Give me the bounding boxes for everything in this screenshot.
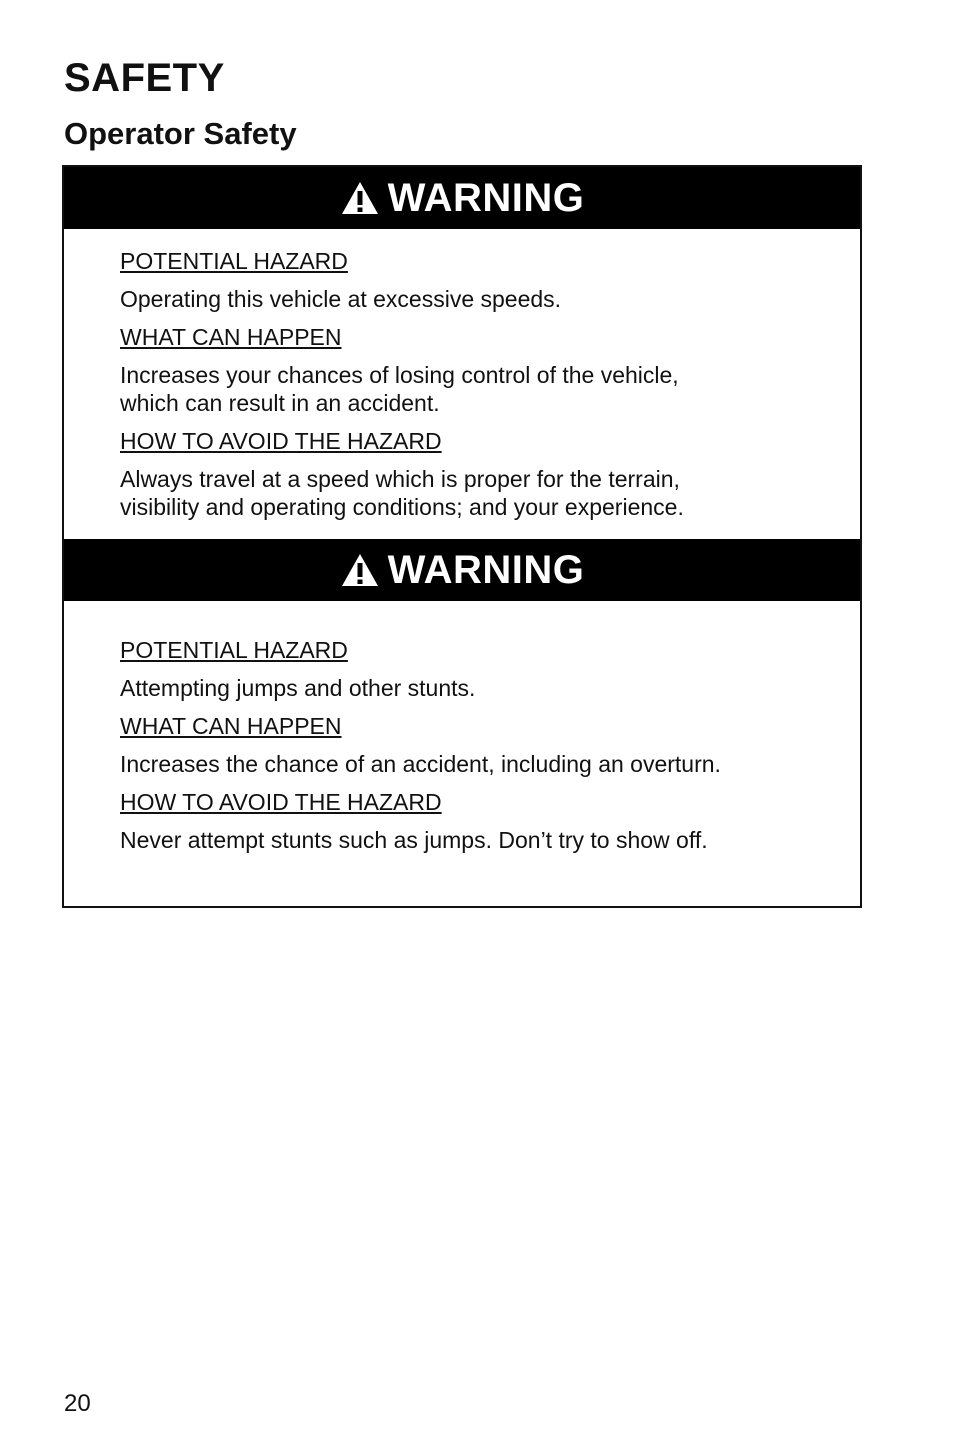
warning-banner-2	[64, 539, 860, 601]
warning-box	[62, 165, 862, 908]
how-to-avoid-text-line2: visibility and operating conditions; and your experience.	[120, 494, 684, 520]
what-can-happen-text-line1: Increases your chances of losing control of the vehicle,	[120, 362, 679, 388]
warning-banner-1	[64, 167, 860, 229]
potential-hazard-text: Operating this vehicle at excessive speeds.	[120, 286, 562, 312]
warning-banner-label: WARNING	[387, 547, 585, 592]
subsection-title: Operator Safety	[64, 116, 297, 151]
warning-banner-label: WARNING	[387, 175, 585, 220]
what-can-happen-heading: WHAT CAN HAPPEN	[120, 324, 342, 350]
what-can-happen-text-line2: which can result in an accident.	[120, 390, 440, 416]
potential-hazard-heading: POTENTIAL HAZARD	[120, 637, 348, 663]
section-title: SAFETY	[64, 56, 225, 100]
warning-triangle-icon	[340, 552, 380, 588]
page-number: 20	[64, 1390, 91, 1417]
how-to-avoid-text-line1: Always travel at a speed which is proper for the terrain,	[120, 466, 680, 492]
what-can-happen-text: Increases the chance of an accident, including an overturn.	[120, 751, 721, 777]
potential-hazard-heading: POTENTIAL HAZARD	[120, 248, 348, 274]
warning-body-2	[64, 601, 860, 854]
how-to-avoid-heading: HOW TO AVOID THE HAZARD	[120, 789, 442, 815]
warning-triangle-icon	[340, 180, 380, 216]
how-to-avoid-text: Never attempt stunts such as jumps. Don’t try to show off.	[120, 827, 708, 853]
warning-body-1	[64, 229, 860, 539]
what-can-happen-heading: WHAT CAN HAPPEN	[120, 713, 342, 739]
how-to-avoid-heading: HOW TO AVOID THE HAZARD	[120, 428, 442, 454]
potential-hazard-text: Attempting jumps and other stunts.	[120, 675, 476, 701]
